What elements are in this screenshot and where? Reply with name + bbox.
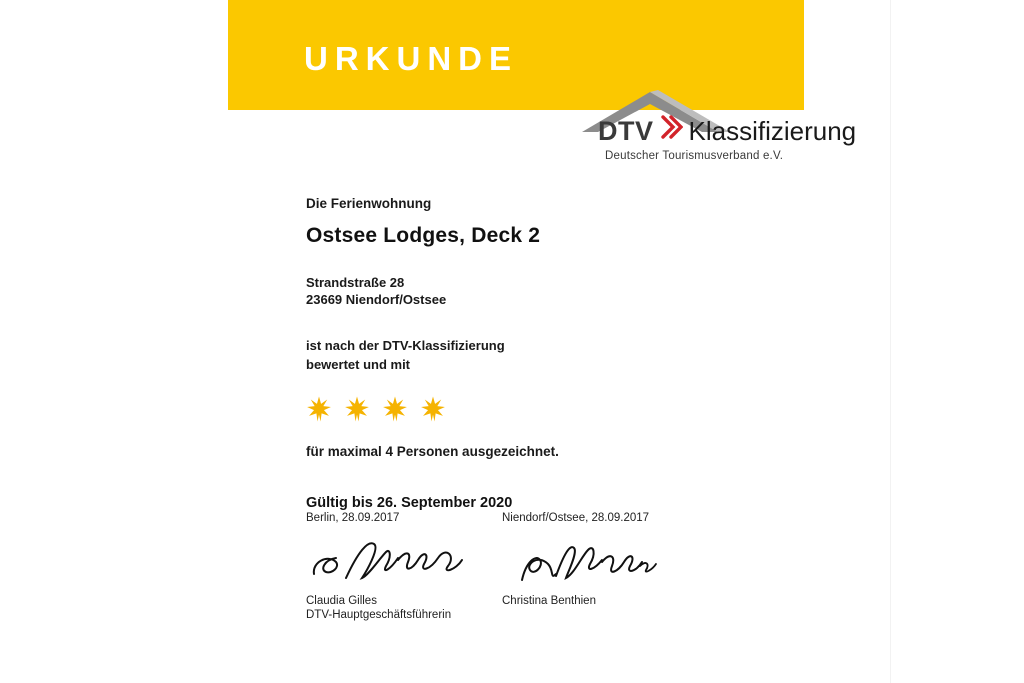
intro-line: Die Ferienwohnung xyxy=(306,196,432,211)
dtv-brand: DTV xyxy=(598,116,654,146)
max-persons-line: für maximal 4 Personen ausgezeichnet. xyxy=(306,444,559,459)
signature-place-date: Berlin, 28.09.2017 xyxy=(306,512,400,524)
dtv-logo-name: Klassifizierung xyxy=(688,116,857,146)
dtv-logo-subtitle: Deutscher Tourismusverband e.V. xyxy=(605,150,784,162)
property-address xyxy=(306,274,866,308)
page-title: URKUNDE xyxy=(304,40,518,77)
signature-name: Christina Benthien xyxy=(502,595,596,607)
certificate-body xyxy=(306,196,866,537)
handwritten-signature-icon xyxy=(502,536,762,594)
signature-title: DTV-Hauptgeschäftsführerin xyxy=(306,609,452,621)
address-city: 23669 Niendorf/Ostsee xyxy=(306,292,447,307)
dtv-wordmark xyxy=(598,116,856,147)
star-rating xyxy=(306,396,866,422)
valid-until-line: Gültig bis 26. September 2020 xyxy=(306,495,513,511)
evaluation-line-2: bewertet und mit xyxy=(306,357,411,372)
star-icon xyxy=(382,396,408,422)
dtv-logo xyxy=(580,88,857,166)
star-icon xyxy=(420,396,446,422)
address-street: Strandstraße 28 xyxy=(306,275,405,290)
evaluation-text xyxy=(306,336,866,374)
property-name: Ostsee Lodges, Deck 2 xyxy=(306,224,541,247)
double-chevron-right-icon xyxy=(661,115,683,144)
signature-place-date: Niendorf/Ostsee, 28.09.2017 xyxy=(502,512,650,524)
evaluation-line-1: ist nach der DTV-Klassifizierung xyxy=(306,338,505,353)
star-icon xyxy=(344,396,370,422)
star-icon xyxy=(306,396,332,422)
signature-area xyxy=(306,512,866,642)
signature-block-right xyxy=(502,512,762,608)
signature-name: Claudia Gilles xyxy=(306,595,377,607)
